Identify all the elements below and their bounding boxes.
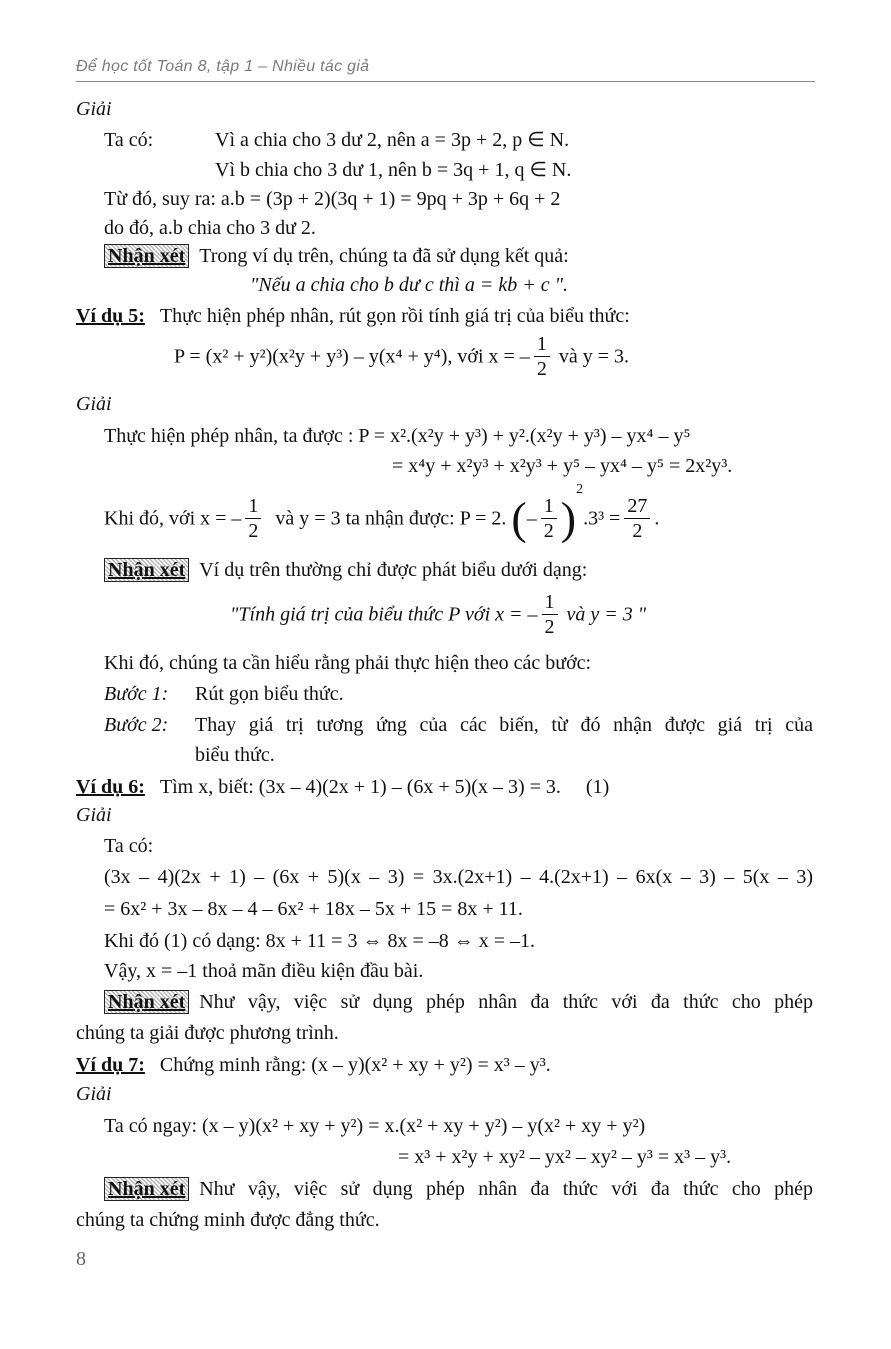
example-7-line (76, 1052, 551, 1078)
remark-quote: "Nếu a chia cho b dư c thì a = kb + c ". (250, 274, 568, 296)
formula-p: P = (x² + y²)(x²y + y³) – y(x⁴ + y⁴), với x = – $\frac{1}{2}$ và y = 3. (174, 333, 629, 380)
text-line: Khi đó (1) có dạng: 8x + 11 = 3 ⇔ 8x = –8 ⇔ x = –1. (104, 930, 536, 952)
step-2-label: Bước 2: (104, 714, 169, 736)
example-5-line (76, 303, 630, 329)
remark-line (104, 989, 813, 1015)
step-1-label: Bước 1: (104, 683, 169, 705)
solution-heading: Giải (76, 393, 112, 415)
remark-text-cont: chúng ta chứng minh được đẳng thức. (76, 1209, 380, 1231)
remark-text: Như vậy, việc sử dụng phép nhân đa thức với đa thức cho phép (199, 991, 813, 1013)
example-7-label: Ví dụ 7: (76, 1054, 145, 1076)
remark-text-cont: chúng ta giải được phương trình. (76, 1022, 339, 1044)
value-line: Khi đó, với x = – $\frac{1}{2}$ và y = 3 ta nhận được: P = 2. (– $\frac{1}{2}$ )$^2$.3³ = $\frac{27}{2}$ . (104, 482, 660, 544)
text-line: Vì a chia cho 3 dư 2, nên a = 3p + 2, p ∈ N. (215, 129, 570, 151)
solution-heading: Giải (76, 1083, 112, 1105)
text-line: do đó, a.b chia cho 3 dư 2. (104, 217, 316, 239)
header-rule (76, 81, 815, 82)
page-number: 8 (76, 1248, 86, 1270)
text-line: Vì b chia cho 3 dư 1, nên b = 3q + 1, q ∈ N. (215, 159, 572, 181)
remark-badge: Nhận xét (104, 990, 189, 1014)
text-line: = x³ + x²y + xy² – yx² – xy² – y³ = x³ – y³. (398, 1146, 732, 1168)
text-line: Vậy, x = –1 thoả mãn điều kiện đầu bài. (104, 960, 424, 982)
example-5-label: Ví dụ 5: (76, 305, 145, 327)
text-line: (3x – 4)(2x + 1) – (6x + 5)(x – 3) = 3x.(2x+1) – 4.(2x+1) – 6x(x – 3) – 5(x – 3) (104, 866, 813, 888)
step-2-text-cont: biểu thức. (195, 744, 275, 766)
text-line: Thực hiện phép nhân, ta được : P = x².(x²y + y³) + y².(x²y + y³) – yx⁴ – y⁵ (104, 425, 691, 447)
example-6-task: Tìm x, biết: (3x – 4)(2x + 1) – (6x + 5)(x – 3) = 3. (159, 776, 561, 798)
step-1-text: Rút gọn biểu thức. (195, 683, 344, 705)
remark-text: Ví dụ trên thường chỉ được phát biểu dưới dạng: (199, 559, 588, 581)
equation-number: (1) (585, 776, 610, 798)
fraction: $\frac{1}{2}$ (541, 494, 557, 543)
example-5-task: Thực hiện phép nhân, rút gọn rồi tính giá trị của biểu thức: (159, 305, 630, 327)
remark-badge: Nhận xét (104, 244, 189, 268)
ta-co-label: Ta có: (104, 835, 154, 857)
fraction-result: $\frac{27}{2}$ (624, 494, 650, 543)
text-line: Ta có ngay: (x – y)(x² + xy + y²) = x.(x² + xy + y²) – y(x² + xy + y²) (104, 1115, 646, 1137)
step-2-text: Thay giá trị tương ứng của các biến, từ đó nhận được giá trị của (195, 714, 813, 736)
remark-text: Trong ví dụ trên, chúng ta đã sử dụng kết quả: (199, 245, 569, 267)
fraction: $\frac{1}{2}$ (534, 332, 550, 381)
remark-line (104, 243, 569, 269)
solution-heading: Giải (76, 804, 112, 826)
solution-heading: Giải (76, 98, 112, 120)
remark-badge: Nhận xét (104, 558, 189, 582)
text-line: Khi đó, chúng ta cần hiểu rằng phải thực hiện theo các bước: (104, 652, 592, 674)
running-header: Để học tốt Toán 8, tập 1 – Nhiều tác giả (76, 58, 370, 75)
example-6-line (76, 774, 609, 800)
text-line: Từ đó, suy ra: a.b = (3p + 2)(3q + 1) = 9pq + 3p + 6q + 2 (104, 188, 561, 210)
text-line: = 6x² + 3x – 8x – 4 – 6x² + 18x – 5x + 15 = 8x + 11. (104, 898, 523, 920)
remark-text: Như vậy, việc sử dụng phép nhân đa thức với đa thức cho phép (199, 1178, 813, 1200)
text-line: = x⁴y + x²y³ + x²y³ + y⁵ – yx⁴ – y⁵ = 2x²y³. (392, 455, 733, 477)
example-6-label: Ví dụ 6: (76, 776, 145, 798)
ta-co-label: Ta có: (104, 129, 154, 151)
fraction: $\frac{1}{2}$ (245, 494, 261, 543)
remark-line (104, 557, 587, 583)
remark-quote: "Tính giá trị của biểu thức P với x = – $\frac{1}{2}$ và y = 3 " (230, 591, 647, 638)
remark-badge: Nhận xét (104, 1177, 189, 1201)
example-7-task: Chứng minh rằng: (x – y)(x² + xy + y²) = x³ – y³. (159, 1054, 551, 1076)
fraction: $\frac{1}{2}$ (542, 590, 558, 639)
remark-line (104, 1176, 813, 1202)
